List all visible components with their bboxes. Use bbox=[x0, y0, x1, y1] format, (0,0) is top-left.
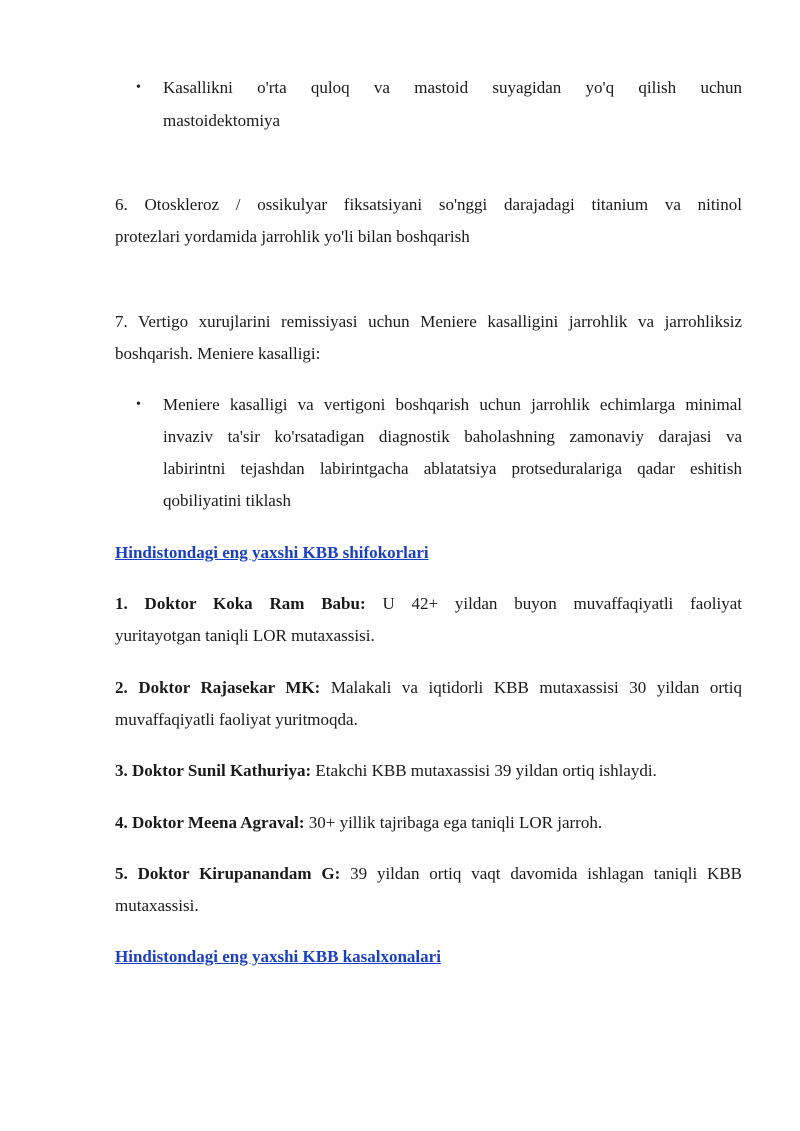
doctor-description: Etakchi KBB mutaxassisi 39 yildan ortiq ishlaydi. bbox=[315, 761, 657, 780]
doctor-name: 3. Doktor Sunil Kathuriya: bbox=[115, 761, 312, 780]
list-item-text: Kasallikni o'rta quloq va mastoid suyagidan yo'q qilish uchun bbox=[163, 78, 742, 97]
bullet-icon: • bbox=[136, 397, 141, 412]
doctor-description: U 42+ yildan buyon muvaffaqiyatli faoliyat bbox=[382, 594, 743, 613]
doctor-name: 5. Doktor Kirupanandam G: bbox=[115, 864, 341, 883]
bullet-icon: • bbox=[136, 80, 141, 95]
doctor-description: Malakali va iqtidorli KBB mutaxassisi 30 yildan ortiq bbox=[330, 678, 742, 697]
doctor-name: 4. Doktor Meena Agraval: bbox=[115, 813, 305, 832]
list-item-text: Meniere kasalligi va vertigoni boshqarish uchun jarrohlik echimlarga minimal bbox=[163, 395, 742, 414]
doctor-description: 39 yildan ortiq vaqt davomida ishlagan taniqli KBB bbox=[350, 864, 743, 883]
paragraph-line: boshqarish. Meniere kasalligi: bbox=[115, 344, 321, 363]
list-item-text: qobiliyatini tiklash bbox=[163, 491, 291, 510]
best-ent-hospitals-link[interactable]: Hindistondagi eng yaxshi KBB kasalxonalari bbox=[115, 947, 441, 966]
doctor-description: muvaffaqiyatli faoliyat yuritmoqda. bbox=[115, 710, 358, 729]
doctor-name: 1. Doktor Koka Ram Babu: bbox=[115, 594, 366, 613]
paragraph-line: 6. Otoskleroz / ossikulyar fiksatsiyani so'nggi darajadagi titanium va nitinol bbox=[115, 195, 742, 214]
best-ent-doctors-link[interactable]: Hindistondagi eng yaxshi KBB shifokorlari bbox=[115, 543, 429, 562]
paragraph-line: protezlari yordamida jarrohlik yo'li bilan boshqarish bbox=[115, 227, 470, 246]
doctor-name: 2. Doktor Rajasekar MK: bbox=[115, 678, 321, 697]
list-item-text: labirintni tejashdan labirintgacha ablatatsiya protseduralariga qadar eshitish bbox=[163, 459, 742, 478]
doctor-description: yuritayotgan taniqli LOR mutaxassisi. bbox=[115, 626, 375, 645]
list-item-text: invaziv ta'sir ko'rsatadigan diagnostik baholashning zamonaviy darajasi va bbox=[163, 427, 742, 446]
doctor-description: 30+ yillik tajribaga ega taniqli LOR jarroh. bbox=[308, 813, 603, 832]
list-item-text: mastoidektomiya bbox=[163, 111, 281, 130]
doctor-description: mutaxassisi. bbox=[115, 896, 199, 915]
paragraph-line: 7. Vertigo xurujlarini remissiyasi uchun Meniere kasalligini jarrohlik va jarrohliksiz bbox=[115, 312, 742, 331]
